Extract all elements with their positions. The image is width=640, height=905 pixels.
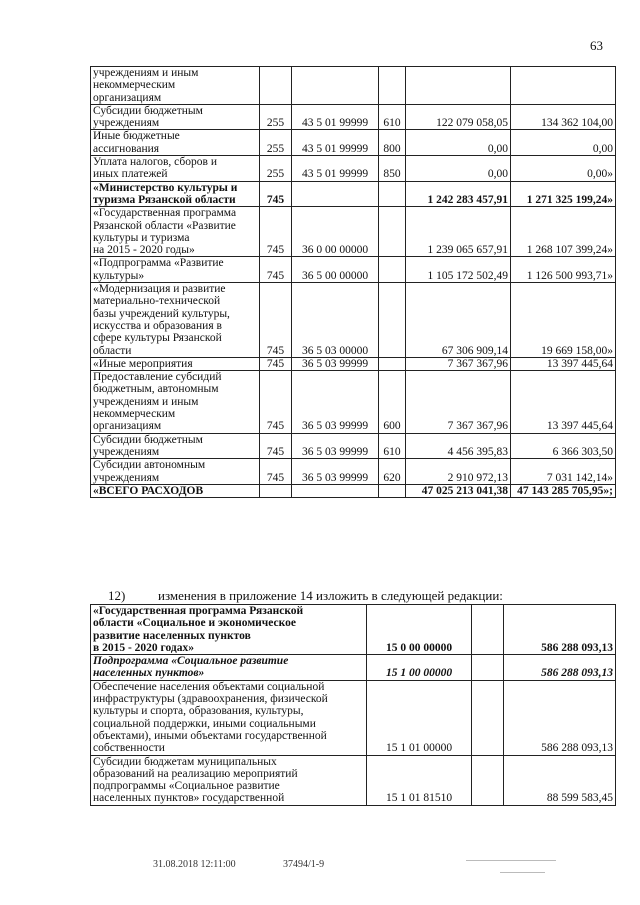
amount-2020-cell: 1 271 325 199,24» <box>511 181 616 207</box>
table-row <box>91 156 616 182</box>
expense-type-cell: 600 <box>379 371 406 433</box>
department-code-cell: 255 <box>260 104 292 130</box>
target-article-cell: 36 5 03 00000 <box>292 283 379 358</box>
amount-2020-cell: 19 669 158,00» <box>511 283 616 358</box>
table-row <box>91 655 616 681</box>
amount-2019-cell: 122 079 058,05 <box>406 104 511 130</box>
amount-2020-cell: 0,00 <box>511 130 616 156</box>
amount-2020-cell: 13 397 445,64 <box>511 371 616 433</box>
table-row <box>91 605 616 655</box>
table-row <box>91 433 616 459</box>
table-row <box>91 67 616 105</box>
amendment-text: изменения в приложение 14 изложить в следующей редакции: <box>158 588 503 603</box>
department-code-cell: 745 <box>260 257 292 283</box>
target-article-cell: 15 1 00 00000 <box>367 655 472 681</box>
target-article-cell <box>292 181 379 207</box>
amount-2020-cell: 7 031 142,14» <box>511 459 616 485</box>
table-row <box>91 257 616 283</box>
expense-type-cell: 800 <box>379 130 406 156</box>
row-name-cell: Подпрограмма «Социальное развитие населенных пунктов» <box>91 655 367 681</box>
amendment-number: 12) <box>108 588 126 603</box>
amount-2020-cell <box>511 67 616 105</box>
amount-cell: 88 599 583,45 <box>504 755 616 805</box>
amendment-intro <box>108 588 503 604</box>
row-name-cell: «Иные мероприятия <box>91 357 260 370</box>
amount-2020-cell: 0,00» <box>511 156 616 182</box>
row-name-cell: «Министерство культуры и туризма Рязанской области <box>91 181 260 207</box>
row-name-cell: Субсидии бюджетным учреждениям <box>91 433 260 459</box>
department-code-cell <box>260 484 292 497</box>
footer-date: 31.08.2018 12:11:00 <box>153 859 236 870</box>
expense-type-cell <box>379 283 406 358</box>
target-article-cell: 15 0 00 00000 <box>367 605 472 655</box>
row-name-cell: «Государственная программа Рязанской области «Развитие культуры и туризма на 2015 - 2020 годы» <box>91 207 260 257</box>
amount-2019-cell: 4 456 395,83 <box>406 433 511 459</box>
row-name-cell: «ВСЕГО РАСХОДОВ <box>91 484 260 497</box>
target-article-cell: 36 5 00 00000 <box>292 257 379 283</box>
table-row <box>91 459 616 485</box>
amount-2019-cell: 2 910 972,13 <box>406 459 511 485</box>
target-article-cell: 15 1 01 81510 <box>367 755 472 805</box>
amount-2020-cell: 1 268 107 399,24» <box>511 207 616 257</box>
expense-type-cell: 620 <box>379 459 406 485</box>
amount-2019-cell <box>406 67 511 105</box>
department-code-cell: 745 <box>260 181 292 207</box>
amount-2019-cell: 1 105 172 502,49 <box>406 257 511 283</box>
expense-type-cell <box>472 680 504 755</box>
footer-doc-id: 37494/1-9 <box>283 859 325 870</box>
faint-scan-mark <box>500 872 545 873</box>
department-code-cell <box>260 67 292 105</box>
appendix-14-table <box>90 604 616 806</box>
row-name-cell: Субсидии автономным учреждениям <box>91 459 260 485</box>
target-article-cell: 43 5 01 99999 <box>292 104 379 130</box>
expense-type-cell: 610 <box>379 104 406 130</box>
amount-2020-cell: 47 143 285 705,95»; <box>511 484 616 497</box>
expense-type-cell <box>379 207 406 257</box>
page-number: 63 <box>590 38 603 53</box>
row-name-cell: «Подпрограмма «Развитие культуры» <box>91 257 260 283</box>
amount-2019-cell: 1 242 283 457,91 <box>406 181 511 207</box>
target-article-cell: 36 5 03 99999 <box>292 433 379 459</box>
amount-cell: 586 288 093,13 <box>504 605 616 655</box>
table-row <box>91 104 616 130</box>
row-name-cell: Предоставление субсидий бюджетным, автономным учреждениям и иным некоммерческим организациям <box>91 371 260 433</box>
department-code-cell: 745 <box>260 433 292 459</box>
target-article-cell <box>292 67 379 105</box>
amount-2019-cell: 67 306 909,14 <box>406 283 511 358</box>
row-name-cell: Иные бюджетные ассигнования <box>91 130 260 156</box>
expense-type-cell <box>379 257 406 283</box>
expenditure-table-continued <box>90 66 616 498</box>
amount-cell: 586 288 093,13 <box>504 680 616 755</box>
department-code-cell: 745 <box>260 357 292 370</box>
table-row <box>91 357 616 370</box>
department-code-cell: 745 <box>260 283 292 358</box>
expense-type-cell <box>379 181 406 207</box>
table-row <box>91 283 616 358</box>
amount-2019-cell: 1 239 065 657,91 <box>406 207 511 257</box>
department-code-cell: 745 <box>260 459 292 485</box>
department-code-cell: 745 <box>260 371 292 433</box>
expense-type-cell <box>379 357 406 370</box>
amount-2019-cell: 0,00 <box>406 130 511 156</box>
expense-type-cell <box>472 755 504 805</box>
row-name-cell: «Государственная программа Рязанской области «Социальное и экономическое развитие населенных пунктов в 2015 - 2020 годах» <box>91 605 367 655</box>
target-article-cell: 43 5 01 99999 <box>292 156 379 182</box>
amount-2019-cell: 7 367 367,96 <box>406 371 511 433</box>
expense-type-cell <box>379 484 406 497</box>
row-name-cell: Субсидии бюджетам муниципальных образований на реализацию мероприятий подпрограммы «Социальное развитие населенных пунктов» государственной <box>91 755 367 805</box>
table-row <box>91 207 616 257</box>
row-name-cell: Субсидии бюджетным учреждениям <box>91 104 260 130</box>
department-code-cell: 255 <box>260 130 292 156</box>
table-row <box>91 181 616 207</box>
table-row <box>91 484 616 497</box>
table-row <box>91 680 616 755</box>
table-row <box>91 755 616 805</box>
department-code-cell: 255 <box>260 156 292 182</box>
row-name-cell: учреждениям и иным некоммерческим организациям <box>91 67 260 105</box>
target-article-cell: 36 5 03 99999 <box>292 459 379 485</box>
target-article-cell: 15 1 01 00000 <box>367 680 472 755</box>
expense-type-cell <box>379 67 406 105</box>
expense-type-cell <box>472 605 504 655</box>
amount-2019-cell: 7 367 367,96 <box>406 357 511 370</box>
row-name-cell: Обеспечение населения объектами социальной инфраструктуры (здравоохранения, физической культуры и спорта, образования, культуры, социальной поддержки, иными социальными объектами), иными объектами государственной собственности <box>91 680 367 755</box>
target-article-cell: 36 5 03 99999 <box>292 371 379 433</box>
table-row <box>91 130 616 156</box>
expense-type-cell: 850 <box>379 156 406 182</box>
amount-2020-cell: 1 126 500 993,71» <box>511 257 616 283</box>
row-name-cell: «Модернизация и развитие материально-технической базы учреждений культуры, искусства и образования в сфере культуры Рязанской области <box>91 283 260 358</box>
department-code-cell: 745 <box>260 207 292 257</box>
table-row <box>91 371 616 433</box>
target-article-cell: 43 5 01 99999 <box>292 130 379 156</box>
amount-2019-cell: 0,00 <box>406 156 511 182</box>
target-article-cell: 36 5 03 99999 <box>292 357 379 370</box>
amount-2020-cell: 6 366 303,50 <box>511 433 616 459</box>
amount-cell: 586 288 093,13 <box>504 655 616 681</box>
amount-2020-cell: 134 362 104,00 <box>511 104 616 130</box>
faint-scan-mark <box>466 860 556 861</box>
target-article-cell <box>292 484 379 497</box>
expense-type-cell: 610 <box>379 433 406 459</box>
amount-2020-cell: 13 397 445,64 <box>511 357 616 370</box>
target-article-cell: 36 0 00 00000 <box>292 207 379 257</box>
amount-2019-cell: 47 025 213 041,38 <box>406 484 511 497</box>
row-name-cell: Уплата налогов, сборов и иных платежей <box>91 156 260 182</box>
expense-type-cell <box>472 655 504 681</box>
